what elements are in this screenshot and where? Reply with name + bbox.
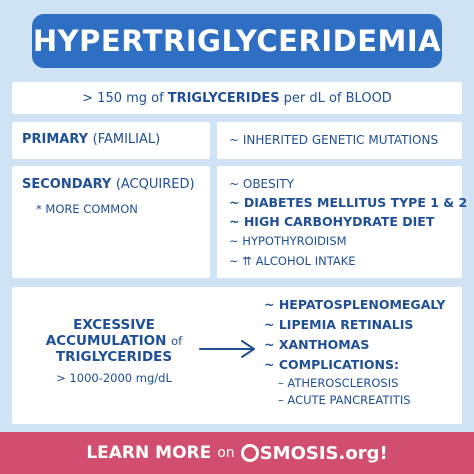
excess-line-2-text: ACCUMULATION	[45, 333, 167, 349]
secondary-label-text: SECONDARY	[22, 177, 112, 192]
primary-label-cell	[12, 122, 210, 159]
footer-brand: SMOSIS.org!	[259, 442, 388, 464]
osmosis-logo[interactable]	[241, 443, 388, 464]
definition-bold: TRIGLYCERIDES	[167, 90, 280, 106]
secondary-cause-1: ~ OBESITY	[229, 177, 294, 191]
primary-cause-cell	[217, 122, 462, 159]
right-arrow-icon	[198, 339, 258, 359]
primary-label	[22, 132, 160, 147]
secondary-cause-4: ~ HYPOTHYROIDISM	[229, 234, 347, 248]
primary-qualifier: (FAMILIAL)	[92, 132, 161, 147]
triglyceride-range: > 1000-2000 mg/dL	[56, 371, 172, 385]
effect-2: ~ LIPEMIA RETINALIS	[264, 317, 414, 332]
secondary-note: * MORE COMMON	[36, 202, 138, 216]
consequence-panel	[12, 287, 462, 424]
excess-line-1: EXCESSIVE	[73, 317, 155, 333]
excess-of: of	[171, 334, 183, 348]
footer-learn-more[interactable]: LEARN MORE	[86, 443, 212, 463]
complication-2: – ACUTE PANCREATITIS	[278, 393, 411, 407]
osmosis-logo-icon	[241, 444, 259, 462]
excess-line-2	[34, 333, 194, 349]
footer-on: on	[217, 445, 235, 461]
complication-1: – ATHEROSCLEROSIS	[278, 376, 399, 390]
secondary-qualifier: (ACQUIRED)	[115, 177, 195, 192]
primary-cause: ~ INHERITED GENETIC MUTATIONS	[229, 133, 439, 147]
effect-4: ~ COMPLICATIONS:	[264, 357, 399, 372]
title-banner	[32, 14, 442, 68]
definition-suffix: per dL of BLOOD	[283, 90, 392, 106]
primary-label-text: PRIMARY	[22, 132, 89, 147]
definition-panel	[12, 82, 462, 114]
effect-1: ~ HEPATOSPLENOMEGALY	[264, 297, 446, 312]
secondary-label	[22, 177, 195, 192]
page-title: HYPERTRIGLYCERIDEMIA	[32, 24, 442, 58]
secondary-cause-2: ~ DIABETES MELLITUS TYPE 1 & 2	[229, 195, 468, 210]
secondary-cause-3: ~ HIGH CARBOHYDRATE DIET	[229, 214, 435, 229]
definition-prefix: > 150 mg of	[82, 90, 164, 106]
excess-line-3: TRIGLYCERIDES	[55, 349, 173, 365]
excess-accumulation-heading	[34, 317, 194, 365]
secondary-causes-cell	[217, 166, 468, 278]
secondary-label-cell	[12, 166, 210, 278]
effect-3: ~ XANTHOMAS	[264, 337, 370, 352]
footer-banner[interactable]	[0, 432, 474, 474]
secondary-cause-5: ~ ⇈ ALCOHOL INTAKE	[229, 254, 356, 268]
